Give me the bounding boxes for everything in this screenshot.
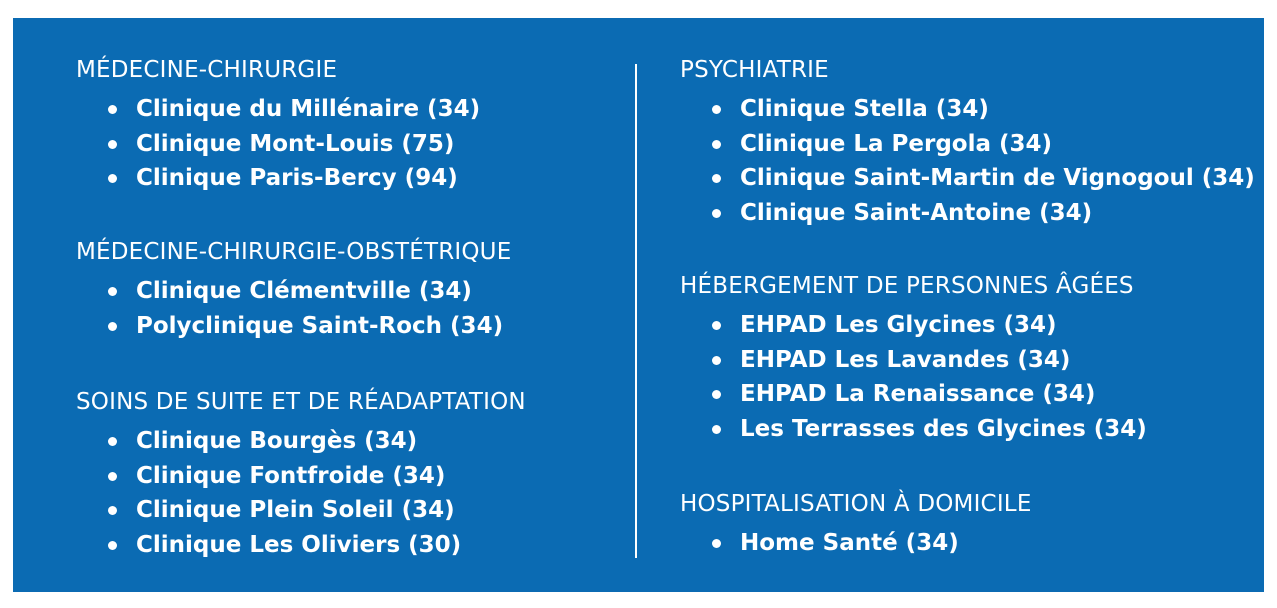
section-psychiatrie [680, 56, 1255, 230]
item-label: Clinique Saint-Antoine (34) [740, 199, 1093, 226]
item-label: Clinique Stella (34) [740, 96, 989, 122]
item-label: Clinique Mont-Louis (75) [136, 130, 455, 157]
establishment-list [680, 308, 1147, 446]
section-title: MÉDECINE-CHIRURGIE [76, 57, 338, 83]
bullet-icon [712, 356, 721, 365]
establishment-list [680, 526, 1032, 561]
section-medecine-chirurgie-obstetrique [76, 238, 511, 343]
bullet-icon [108, 506, 117, 515]
item-label: Home Santé (34) [740, 530, 959, 556]
list-item [680, 308, 1147, 343]
item-label: Les Terrasses des Glycines (34) [740, 415, 1147, 442]
bullet-icon [108, 541, 117, 550]
bullet-icon [712, 140, 721, 149]
item-label: Clinique Bourgès (34) [136, 428, 418, 454]
bullet-icon [108, 322, 117, 331]
section-medecine-chirurgie [76, 56, 480, 196]
item-label: Clinique Les Oliviers (30) [136, 531, 462, 558]
bullet-icon [108, 287, 117, 296]
bullet-icon [712, 539, 721, 548]
bullet-icon [712, 105, 721, 114]
bullet-icon [712, 209, 721, 218]
bullet-icon [712, 390, 721, 399]
list-item [76, 424, 526, 459]
item-label: Clinique du Millénaire (34) [136, 96, 481, 122]
list-item [76, 309, 511, 344]
list-item [680, 526, 1032, 561]
establishment-list [76, 424, 526, 562]
item-label: Clinique Fontfroide (34) [136, 462, 446, 489]
list-item [76, 528, 526, 563]
item-label: Clinique Saint-Martin de Vignogoul (34) [740, 165, 1255, 191]
section-title: MÉDECINE-CHIRURGIE-OBSTÉTRIQUE [76, 239, 512, 265]
bullet-icon [108, 472, 117, 481]
list-item [680, 92, 1255, 127]
list-item [680, 412, 1147, 447]
section-title: HOSPITALISATION À DOMICILE [680, 491, 1032, 517]
establishment-list [680, 92, 1255, 230]
bullet-icon [108, 174, 117, 183]
item-label: Clinique Paris-Bercy (94) [136, 165, 458, 191]
list-item [76, 274, 511, 309]
establishment-list [76, 274, 511, 343]
column-divider [635, 64, 637, 558]
establishment-list [76, 92, 480, 196]
bullet-icon [108, 140, 117, 149]
item-label: Clinique La Pergola (34) [740, 130, 1053, 157]
bullet-icon [712, 321, 721, 330]
establishments-panel [13, 18, 1264, 592]
bullet-icon [108, 437, 117, 446]
section-soins-de-suite [76, 388, 526, 562]
bullet-icon [712, 174, 721, 183]
list-item [76, 127, 480, 162]
list-item [76, 493, 526, 528]
item-label: EHPAD Les Glycines (34) [740, 312, 1057, 338]
section-title: PSYCHIATRIE [680, 57, 829, 83]
list-item [680, 196, 1255, 231]
item-label: Clinique Plein Soleil (34) [136, 497, 455, 523]
section-title: HÉBERGEMENT DE PERSONNES ÂGÉES [680, 273, 1134, 299]
item-label: EHPAD La Renaissance (34) [740, 381, 1096, 407]
section-hospitalisation-a-domicile [680, 490, 1032, 561]
list-item [680, 127, 1255, 162]
item-label: Clinique Clémentville (34) [136, 278, 472, 304]
section-hebergement-personnes-agees [680, 272, 1147, 446]
item-label: Polyclinique Saint-Roch (34) [136, 312, 504, 339]
list-item [680, 343, 1147, 378]
bullet-icon [108, 105, 117, 114]
list-item [680, 377, 1147, 412]
list-item [76, 459, 526, 494]
list-item [76, 161, 480, 196]
section-title: SOINS DE SUITE ET DE RÉADAPTATION [76, 389, 526, 415]
item-label: EHPAD Les Lavandes (34) [740, 346, 1071, 373]
list-item [76, 92, 480, 127]
list-item [680, 161, 1255, 196]
bullet-icon [712, 425, 721, 434]
